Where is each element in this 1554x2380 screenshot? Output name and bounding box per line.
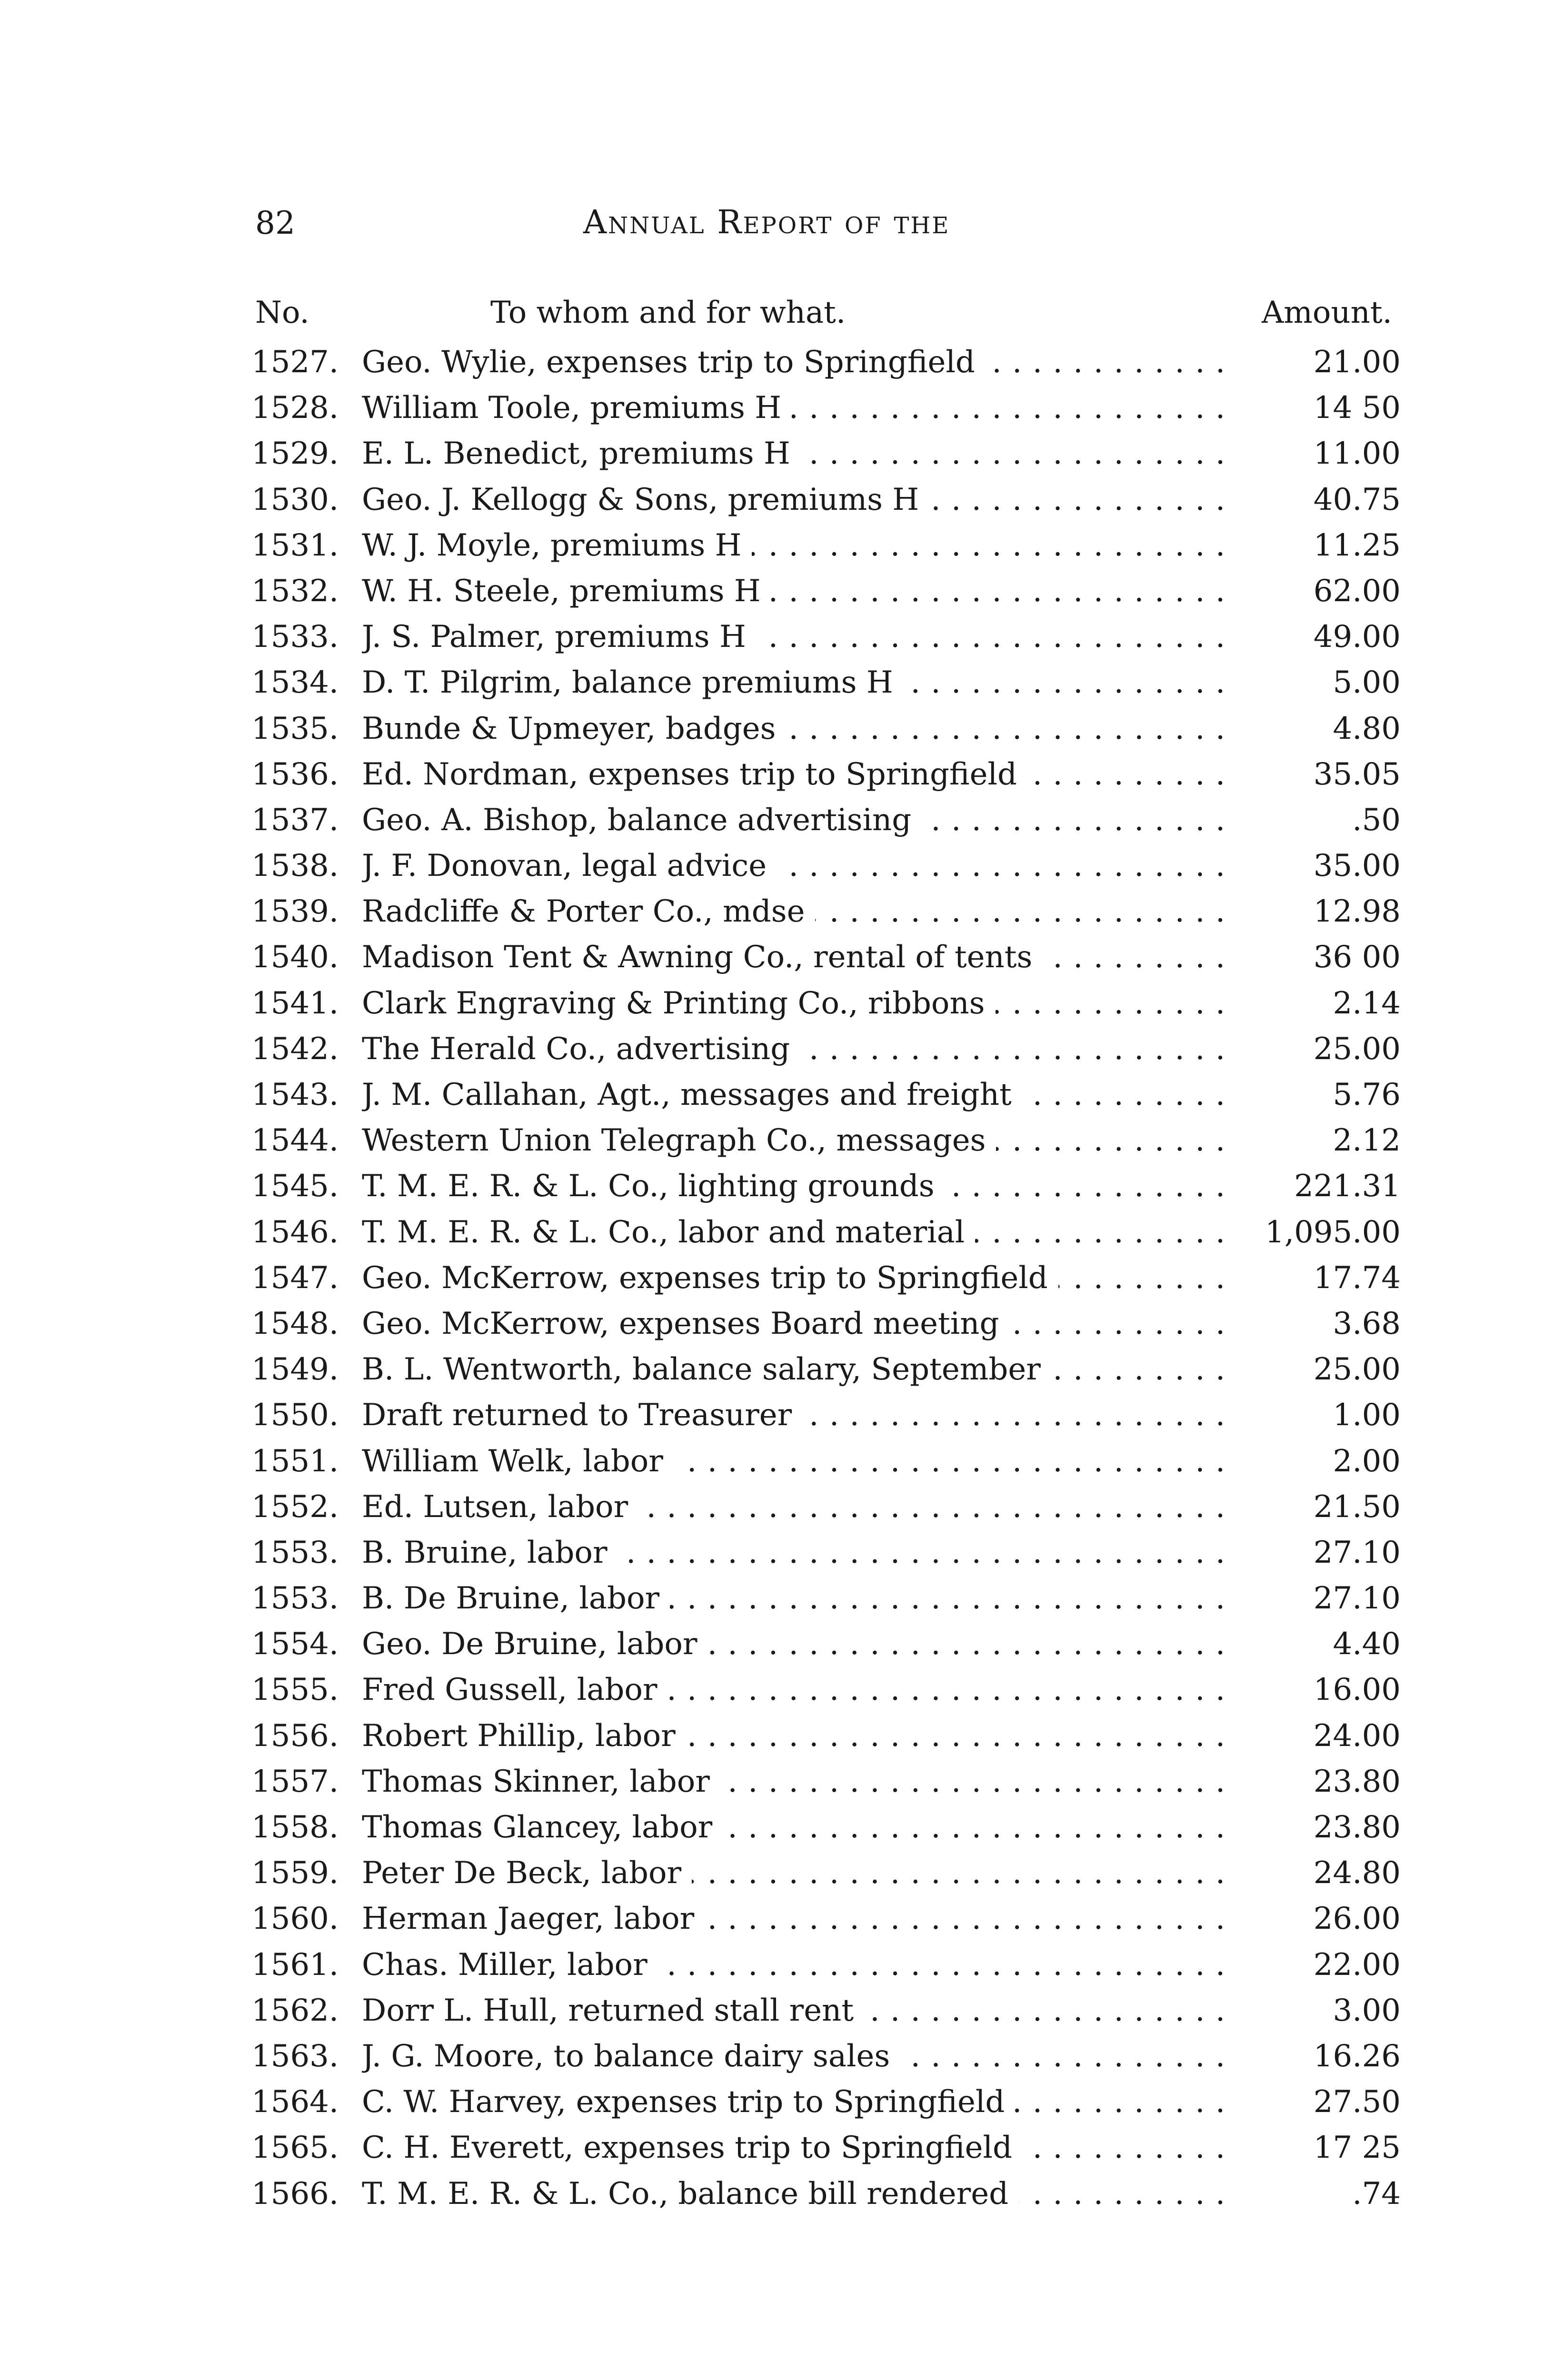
- table-row: [0, 1072, 1554, 1118]
- entry-description: B. Bruine, labor: [362, 1535, 618, 1570]
- table-row: [0, 339, 1554, 385]
- entry-number: 1538.: [251, 848, 339, 884]
- entry-description: Chas. Miller, labor: [362, 1947, 658, 1983]
- entry-description: Fred Gussell, labor: [362, 1672, 667, 1707]
- entry-amount: 24.80: [1313, 1855, 1401, 1891]
- entry-description: Geo. Wylie, expenses trip to Springfield: [362, 345, 986, 380]
- entry-number: 1536.: [251, 756, 339, 792]
- table-row: [0, 752, 1554, 797]
- entry-number: 1555.: [251, 1672, 339, 1708]
- table-row: [0, 1392, 1554, 1438]
- entry-amount: 11.00: [1313, 436, 1401, 472]
- entry-number: 1564.: [251, 2084, 339, 2120]
- entry-amount: 12.98: [1313, 894, 1401, 930]
- table-row: [0, 2079, 1554, 2125]
- table-row: [0, 1163, 1554, 1209]
- column-header-description: To whom and for what.: [490, 295, 846, 330]
- entry-number: 1543.: [251, 1077, 339, 1112]
- entry-description-cell: [362, 843, 1233, 889]
- entry-amount: 3.68: [1333, 1306, 1401, 1341]
- table-row: [0, 2033, 1554, 2079]
- entry-number: 1533.: [251, 619, 339, 655]
- entry-amount: 27.10: [1313, 1535, 1401, 1570]
- table-row: [0, 2171, 1554, 2217]
- entry-amount: 2.00: [1333, 1443, 1401, 1479]
- entry-description: Geo. De Bruine, labor: [362, 1626, 707, 1662]
- entry-number: 1535.: [251, 711, 339, 746]
- entry-description-cell: [362, 2171, 1233, 2217]
- entry-description: Bunde & Upmeyer, badges: [362, 711, 787, 746]
- table-row: [0, 1713, 1554, 1759]
- entry-description-cell: [362, 1988, 1233, 2033]
- entry-number: 1553.: [251, 1535, 339, 1570]
- table-row: [0, 1942, 1554, 1988]
- ledger-table: [0, 339, 1554, 2217]
- entry-amount: 26.00: [1313, 1901, 1401, 1937]
- entry-number: 1540.: [251, 940, 339, 975]
- entry-amount: 4.40: [1333, 1626, 1401, 1662]
- entry-description-cell: [362, 568, 1233, 614]
- entry-number: 1546.: [251, 1214, 339, 1250]
- entry-description-cell: [362, 1118, 1233, 1163]
- table-row: [0, 568, 1554, 614]
- entry-description: Draft returned to Treasurer: [362, 1398, 802, 1433]
- entry-number: 1556.: [251, 1718, 339, 1754]
- entry-description: Geo. McKerrow, expenses trip to Springfield: [362, 1260, 1058, 1296]
- entry-description: T. M. E. R. & L. Co., balance bill rendered: [362, 2176, 1019, 2211]
- entry-description-cell: [362, 477, 1233, 523]
- table-row: [0, 1255, 1554, 1301]
- entry-description: Geo. A. Bishop, balance advertising: [362, 803, 922, 838]
- entry-amount: 27.50: [1313, 2084, 1401, 2120]
- entry-description-cell: [362, 1163, 1233, 1209]
- table-row: [0, 1026, 1554, 1072]
- table-row: [0, 477, 1554, 523]
- entry-amount: 5.00: [1333, 665, 1401, 701]
- entry-description: William Toole, premiums H: [362, 390, 792, 426]
- entry-description: Geo. J. Kellogg & Sons, premiums H: [362, 482, 929, 517]
- table-row: [0, 1759, 1554, 1805]
- entry-description-cell: [362, 1530, 1233, 1576]
- entry-description-cell: [362, 1759, 1233, 1805]
- entry-number: 1554.: [251, 1626, 339, 1662]
- entry-number: 1550.: [251, 1398, 339, 1433]
- entry-description: T. M. E. R. & L. Co., lighting grounds: [362, 1169, 945, 1204]
- entry-description-cell: [362, 1255, 1233, 1301]
- entry-amount: .50: [1352, 802, 1401, 838]
- entry-amount: 5.76: [1333, 1077, 1401, 1112]
- entry-number: 1542.: [251, 1031, 339, 1067]
- entry-amount: 21.50: [1313, 1489, 1401, 1525]
- entry-description-cell: [362, 1026, 1233, 1072]
- entry-amount: 1.00: [1333, 1398, 1401, 1433]
- column-header-no: No.: [255, 295, 309, 330]
- table-row: [0, 1576, 1554, 1621]
- entry-number: 1548.: [251, 1306, 339, 1341]
- table-row: [0, 1347, 1554, 1392]
- entry-description-cell: [362, 1347, 1233, 1392]
- entry-amount: 49.00: [1313, 619, 1401, 655]
- entry-amount: 21.00: [1313, 345, 1401, 380]
- entry-number: 1559.: [251, 1855, 339, 1891]
- entry-description-cell: [362, 981, 1233, 1026]
- entry-description: C. H. Everett, expenses trip to Springfield: [362, 2130, 1023, 2165]
- entry-amount: 4.80: [1333, 711, 1401, 746]
- entry-description-cell: [362, 660, 1233, 705]
- entry-amount: 11.25: [1313, 527, 1401, 563]
- entry-number: 1529.: [251, 436, 339, 472]
- entry-description: The Herald Co., advertising: [362, 1031, 800, 1067]
- entry-amount: 16.00: [1313, 1672, 1401, 1708]
- entry-description: Ed. Lutsen, labor: [362, 1489, 638, 1525]
- entry-amount: 16.26: [1313, 2038, 1401, 2074]
- entry-description-cell: [362, 797, 1233, 843]
- table-row: [0, 981, 1554, 1026]
- entry-description-cell: [362, 431, 1233, 476]
- entry-amount: 14 50: [1313, 390, 1401, 426]
- entry-amount: 221.31: [1294, 1169, 1401, 1204]
- entry-description: E. L. Benedict, premiums H: [362, 436, 801, 471]
- entry-description: Clark Engraving & Printing Co., ribbons: [362, 986, 996, 1021]
- entry-description: Western Union Telegraph Co., messages: [362, 1123, 996, 1158]
- table-row: [0, 1118, 1554, 1163]
- entry-amount: 36 00: [1313, 940, 1401, 975]
- table-row: [0, 889, 1554, 934]
- table-row: [0, 1850, 1554, 1896]
- table-row: [0, 1667, 1554, 1713]
- entry-description: B. De Bruine, labor: [362, 1581, 670, 1616]
- entry-description-cell: [362, 523, 1233, 568]
- entry-amount: 35.00: [1313, 848, 1401, 884]
- table-row: [0, 660, 1554, 705]
- entry-number: 1530.: [251, 482, 339, 517]
- table-row: [0, 431, 1554, 476]
- entry-number: 1545.: [251, 1169, 339, 1204]
- entry-description: Radcliffe & Porter Co., mdse: [362, 894, 815, 929]
- entry-amount: 24.00: [1313, 1718, 1401, 1754]
- entry-number: 1541.: [251, 985, 339, 1021]
- table-row: [0, 1301, 1554, 1347]
- entry-amount: 40.75: [1313, 482, 1401, 517]
- entry-description: Peter De Beck, labor: [362, 1855, 692, 1891]
- entry-description-cell: [362, 2079, 1233, 2125]
- entry-description-cell: [362, 1438, 1233, 1484]
- entry-description-cell: [362, 1713, 1233, 1759]
- entry-number: 1563.: [251, 2038, 339, 2074]
- entry-description-cell: [362, 1392, 1233, 1438]
- entry-number: 1547.: [251, 1260, 339, 1296]
- entry-description-cell: [362, 2033, 1233, 2079]
- entry-number: 1562.: [251, 1993, 339, 2028]
- page-number: 82: [255, 205, 295, 241]
- entry-description: W. H. Steele, premiums H: [362, 574, 771, 609]
- table-row: [0, 385, 1554, 431]
- entry-description: Geo. McKerrow, expenses Board meeting: [362, 1306, 1009, 1341]
- table-row: [0, 1896, 1554, 1942]
- entry-number: 1539.: [251, 894, 339, 930]
- entry-description: D. T. Pilgrim, balance premiums H: [362, 665, 904, 700]
- entry-description-cell: [362, 1850, 1233, 1896]
- entry-amount: 23.80: [1313, 1810, 1401, 1845]
- entry-number: 1544.: [251, 1123, 339, 1159]
- entry-amount: 17.74: [1313, 1260, 1401, 1296]
- entry-description: Thomas Skinner, labor: [362, 1764, 720, 1799]
- table-row: [0, 1805, 1554, 1850]
- entry-description: T. M. E. R. & L. Co., labor and material: [362, 1215, 975, 1250]
- entry-number: 1561.: [251, 1947, 339, 1983]
- entry-description: J. M. Callahan, Agt., messages and freight: [362, 1077, 1022, 1112]
- entry-description: W. J. Moyle, premiums H: [362, 528, 752, 563]
- entry-number: 1557.: [251, 1764, 339, 1799]
- entry-amount: 2.14: [1333, 985, 1401, 1021]
- entry-description-cell: [362, 889, 1233, 934]
- entry-amount: 2.12: [1333, 1123, 1401, 1159]
- table-row: [0, 2125, 1554, 2171]
- table-row: [0, 1530, 1554, 1576]
- entry-description: J. G. Moore, to balance dairy sales: [362, 2039, 900, 2074]
- entry-description: William Welk, labor: [362, 1444, 674, 1479]
- entry-description: Ed. Nordman, expenses trip to Springfield: [362, 757, 1027, 792]
- entry-number: 1558.: [251, 1810, 339, 1845]
- entry-number: 1560.: [251, 1901, 339, 1937]
- entry-number: 1534.: [251, 665, 339, 701]
- entry-description: Herman Jaeger, labor: [362, 1901, 705, 1936]
- entry-number: 1553.: [251, 1581, 339, 1616]
- entry-amount: 25.00: [1313, 1352, 1401, 1388]
- entry-amount: 27.10: [1313, 1581, 1401, 1616]
- entry-description-cell: [362, 614, 1233, 660]
- entry-description-cell: [362, 1667, 1233, 1713]
- entry-description-cell: [362, 1484, 1233, 1530]
- table-row: [0, 1988, 1554, 2033]
- entry-description: Madison Tent & Awning Co., rental of tents: [362, 940, 1043, 975]
- entry-amount: 3.00: [1333, 1993, 1401, 2028]
- running-title: Annual Report of the: [583, 204, 950, 241]
- entry-number: 1532.: [251, 573, 339, 609]
- entry-description: J. F. Donovan, legal advice: [362, 848, 777, 883]
- entry-amount: 23.80: [1313, 1764, 1401, 1799]
- entry-number: 1528.: [251, 390, 339, 426]
- entry-description: J. S. Palmer, premiums H: [362, 619, 757, 654]
- entry-amount: 35.05: [1313, 756, 1401, 792]
- table-row: [0, 706, 1554, 752]
- table-row: [0, 614, 1554, 660]
- entry-amount: 1,095.00: [1265, 1214, 1401, 1250]
- entry-number: 1549.: [251, 1352, 339, 1388]
- entry-amount: 62.00: [1313, 573, 1401, 609]
- table-row: [0, 1621, 1554, 1667]
- table-row: [0, 934, 1554, 980]
- entry-description: Dorr L. Hull, returned stall rent: [362, 1993, 864, 2028]
- table-row: [0, 797, 1554, 843]
- table-row: [0, 1484, 1554, 1530]
- entry-description-cell: [362, 934, 1233, 980]
- entry-description-cell: [362, 1072, 1233, 1118]
- entry-number: 1552.: [251, 1489, 339, 1525]
- table-row: [0, 1210, 1554, 1255]
- entry-description-cell: [362, 752, 1233, 797]
- entry-number: 1527.: [251, 345, 339, 380]
- entry-description: Thomas Glancey, labor: [362, 1810, 723, 1845]
- entry-description-cell: [362, 339, 1233, 385]
- entry-description-cell: [362, 1805, 1233, 1850]
- entry-description-cell: [362, 706, 1233, 752]
- entry-number: 1566.: [251, 2176, 339, 2211]
- entry-description: B. L. Wentworth, balance salary, September: [362, 1352, 1051, 1387]
- entry-amount: .74: [1352, 2176, 1401, 2211]
- entry-description: C. W. Harvey, expenses trip to Springfield: [362, 2084, 1015, 2120]
- entry-amount: 17 25: [1313, 2130, 1401, 2166]
- entry-description-cell: [362, 1896, 1233, 1942]
- entry-number: 1565.: [251, 2130, 339, 2166]
- table-row: [0, 1438, 1554, 1484]
- entry-description-cell: [362, 385, 1233, 431]
- entry-amount: 22.00: [1313, 1947, 1401, 1983]
- column-header-amount: Amount.: [1262, 295, 1392, 330]
- entry-description-cell: [362, 1576, 1233, 1621]
- entry-number: 1531.: [251, 527, 339, 563]
- table-row: [0, 843, 1554, 889]
- entry-number: 1551.: [251, 1443, 339, 1479]
- entry-number: 1537.: [251, 802, 339, 838]
- entry-description: Robert Phillip, labor: [362, 1718, 686, 1754]
- table-row: [0, 523, 1554, 568]
- entry-description-cell: [362, 1621, 1233, 1667]
- entry-description-cell: [362, 1942, 1233, 1988]
- entry-description-cell: [362, 1210, 1233, 1255]
- entry-amount: 25.00: [1313, 1031, 1401, 1067]
- entry-description-cell: [362, 2125, 1233, 2171]
- entry-description-cell: [362, 1301, 1233, 1347]
